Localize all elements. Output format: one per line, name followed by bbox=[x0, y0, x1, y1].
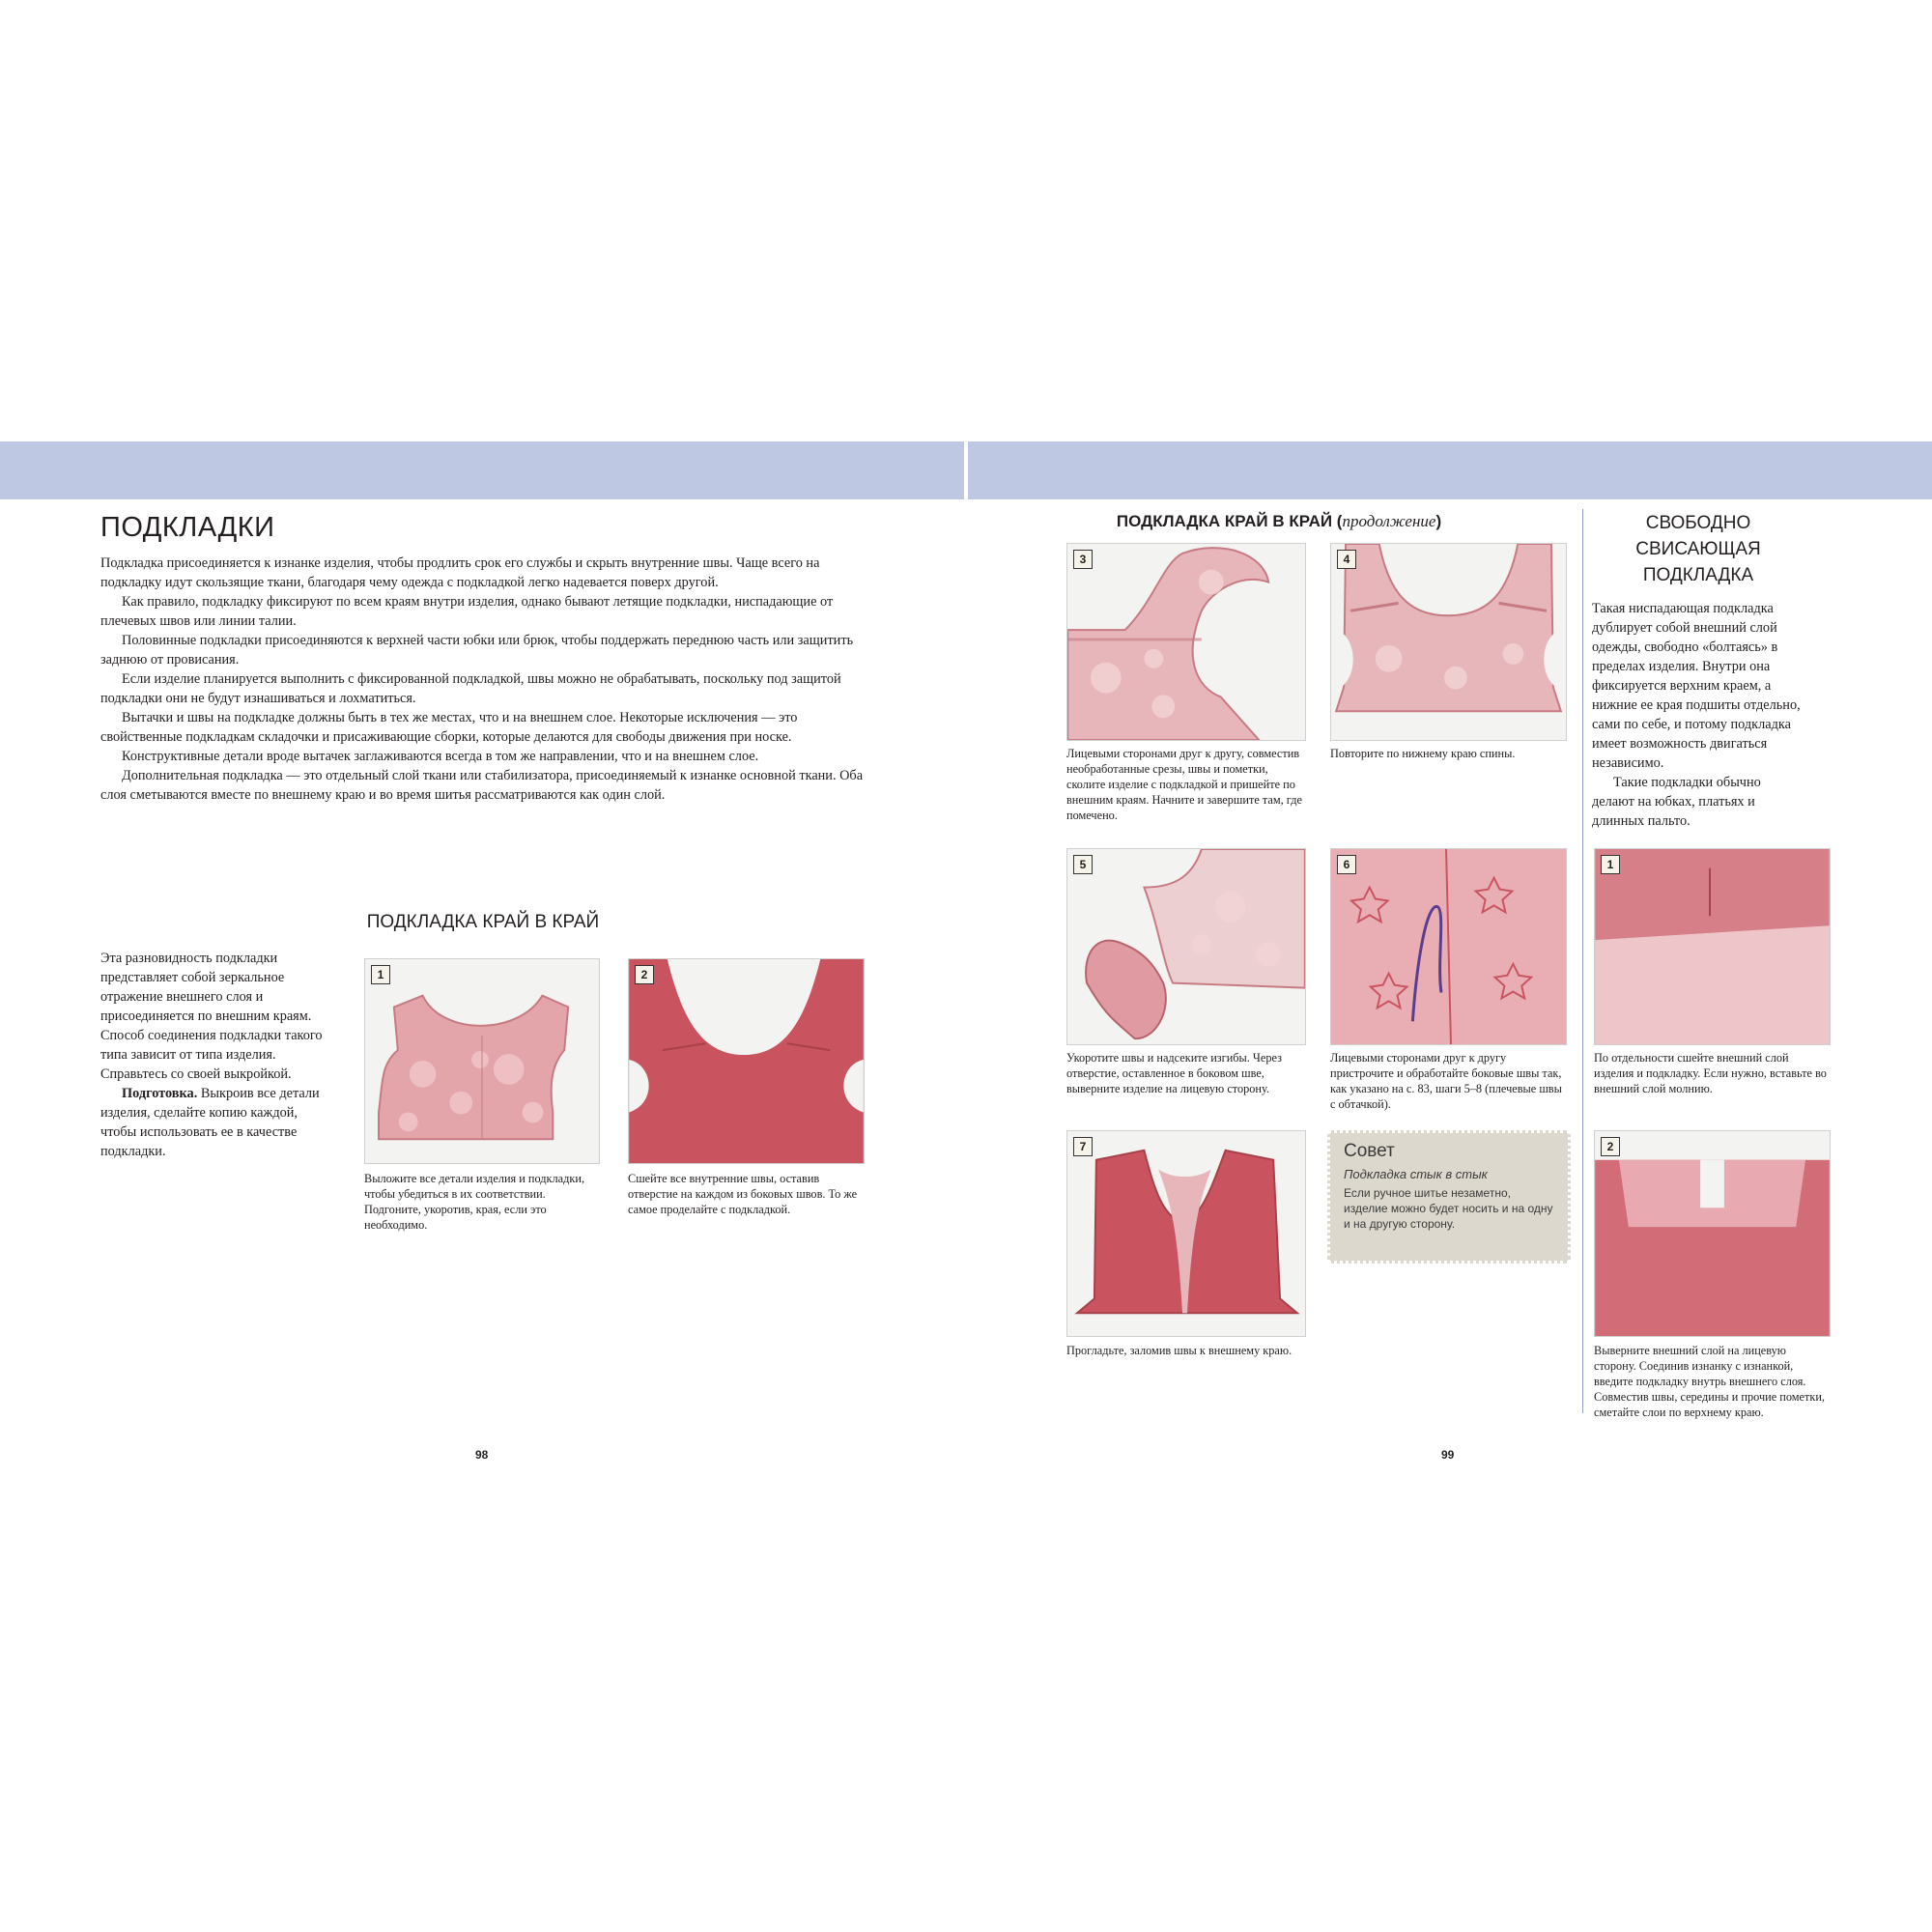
side-paragraph: Такая ниспадающая подкладка дублирует собой внешний слой одежды, свободно «болтаясь» в пределах изделия. Внутри она фиксируется верхним краем, а нижние ее края подшиты отдельно, сами по себе, и потому подкладка имеет возможность двигаться независимо. bbox=[1592, 601, 1801, 771]
intro-paragraph: Дополнительная подкладка — это отдельный слой ткани или стабилизатора, присоединяемый к изнанке основной ткани. Оба слоя сметываются вместе по внешнему краю и во время шитья рассматриваются как один слой. bbox=[100, 768, 864, 803]
side-step-1-photo bbox=[1594, 848, 1831, 1045]
pinned-lining-image bbox=[1067, 544, 1305, 740]
step-3-photo bbox=[1066, 543, 1306, 741]
section-text bbox=[100, 949, 330, 1161]
intro-paragraph: Конструктивные детали вроде вытачек заглаживаются всегда в том же направлении, что и на внешнем слое. bbox=[122, 749, 759, 764]
step-7-photo bbox=[1066, 1130, 1306, 1337]
step-badge: 1 bbox=[371, 965, 390, 984]
section-paragraph: Эта разновидность подкладки представляет собой зеркальное отражение внешнего слоя и присоединяется по внешним краям. Способ соединения подкладки такого типа зависит от типа изделия. Справьтесь со своей выкройкой. bbox=[100, 951, 323, 1082]
page-number-right: 99 bbox=[1441, 1448, 1455, 1462]
side-step-2-photo bbox=[1594, 1130, 1831, 1337]
section-title: ПОДКЛАДКА КРАЙ В КРАЙ bbox=[366, 912, 600, 932]
step-2-caption: Сшейте все внутренние швы, оставив отверстие на каждом из боковых швов. То же самое проделайте с подкладкой. bbox=[628, 1172, 858, 1216]
intro-text bbox=[100, 554, 864, 805]
prep-text: Выкроив все детали изделия, сделайте копию каждой, чтобы использовать ее в качестве подкладки. bbox=[100, 1086, 320, 1159]
page-title: ПОДКЛАДКИ bbox=[100, 512, 275, 543]
turned-bodice-image bbox=[1067, 849, 1305, 1044]
sewn-bodice-image bbox=[629, 959, 864, 1163]
step-badge: 5 bbox=[1073, 855, 1093, 874]
side-seam-image bbox=[1331, 849, 1566, 1044]
column-divider bbox=[1582, 509, 1583, 1413]
step-1-photo bbox=[364, 958, 600, 1164]
step-badge: 4 bbox=[1337, 550, 1356, 569]
continued-heading-note: продолжение bbox=[1342, 512, 1436, 530]
step-badge: 2 bbox=[1601, 1137, 1620, 1156]
step-4-photo bbox=[1330, 543, 1567, 741]
step-badge: 6 bbox=[1337, 855, 1356, 874]
header-band-right bbox=[968, 441, 1932, 499]
side-step-1-caption: По отдельности сшейте внешний слой изделия и подкладку. Если нужно, вставьте во внешний слой молнию. bbox=[1594, 1051, 1827, 1095]
tip-text: Если ручное шитье незаметно, изделие можно будет носить и на одну и на другую сторону. bbox=[1344, 1186, 1553, 1231]
intro-paragraph: Подкладка присоединяется к изнанке изделия, чтобы продлить срок его службы и скрыть внутренние швы. Чаще всего на подкладку идут скользящие ткани, благодаря чему одежда с подкладкой легко надевается поверх другой. bbox=[100, 555, 820, 590]
step-5-photo bbox=[1066, 848, 1306, 1045]
step-badge: 3 bbox=[1073, 550, 1093, 569]
tip-subtitle: Подкладка стык в стык bbox=[1344, 1167, 1488, 1181]
assembled-skirt-image bbox=[1595, 1131, 1830, 1336]
side-text bbox=[1592, 599, 1803, 831]
intro-paragraph: Вытачки и швы на подкладке должны быть в тех же местах, что и на внешнем слое. Некоторые исключения — это свойственные подкладкам складочки и присаживающие сборки, которые делаются для свободы движения при носке. bbox=[100, 710, 798, 745]
prep-paragraph bbox=[100, 1084, 330, 1161]
finished-vest-image bbox=[1067, 1131, 1305, 1336]
intro-paragraph: Если изделие планируется выполнить с фиксированной подкладкой, швы можно не обрабатывать, поскольку под защитой подкладки они не будут изнашиваться и лохматиться. bbox=[100, 671, 841, 706]
continued-heading: ПОДКЛАДКА КРАЙ В КРАЙ (продолжение) bbox=[1116, 512, 1442, 530]
side-paragraph: Такие подкладки обычно делают на юбках, платьях и длинных пальто. bbox=[1592, 775, 1761, 829]
step-4-caption: Повторите по нижнему краю спины. bbox=[1330, 747, 1516, 760]
step-3-caption: Лицевыми сторонами друг к другу, совместив необработанные срезы, швы и пометки, сколите изделие с подкладкой и пришейте по внешним краям. Начните и завершите там, где помечено. bbox=[1066, 747, 1302, 822]
side-step-2-caption: Выверните внешний слой на лицевую сторону. Соединив изнанку с изнанкой, введите подкладку внутрь внешнего слоя. Совместив швы, середины и прочие пометки, сметайте слои по верхнему краю. bbox=[1594, 1344, 1825, 1419]
header-band-left bbox=[0, 441, 964, 499]
tip-title: Совет bbox=[1344, 1141, 1395, 1161]
step-badge: 2 bbox=[635, 965, 654, 984]
bodice-lining-image bbox=[365, 959, 599, 1163]
step-1-caption: Выложите все детали изделия и подкладки, чтобы убедиться в их соответствии. Подгоните, укоротив, края, если это необходимо. bbox=[364, 1172, 585, 1232]
gutter bbox=[964, 441, 968, 499]
prep-label: Подготовка. bbox=[122, 1086, 198, 1101]
intro-paragraph: Как правило, подкладку фиксируют по всем краям внутри изделия, однако бывают летящие подкладки, ниспадающие от плечевых швов или линии талии. bbox=[100, 594, 834, 629]
skirt-layers-image bbox=[1595, 849, 1830, 1044]
back-lining-image bbox=[1331, 544, 1566, 740]
side-title: СВОБОДНО СВИСАЮЩАЯ ПОДКЛАДКА bbox=[1635, 513, 1761, 585]
step-badge: 7 bbox=[1073, 1137, 1093, 1156]
step-6-caption: Лицевыми сторонами друг к другу пристрочите и обработайте боковые швы так, как указано на с. 83, шаги 5–8 (плечевые швы с обтачкой). bbox=[1330, 1051, 1562, 1111]
step-2-photo bbox=[628, 958, 865, 1164]
step-badge: 1 bbox=[1601, 855, 1620, 874]
step-6-photo bbox=[1330, 848, 1567, 1045]
tip-box bbox=[1327, 1130, 1571, 1264]
continued-heading-text: ПОДКЛАДКА КРАЙ В КРАЙ bbox=[1116, 512, 1333, 530]
step-5-caption: Укоротите швы и надсеките изгибы. Через отверстие, оставленное в боковом шве, выверните изделие на лицевую сторону. bbox=[1066, 1051, 1283, 1095]
intro-paragraph: Половинные подкладки присоединяются к верхней части юбки или брюк, чтобы поддержать переднюю часть или защитить заднюю от провисания. bbox=[100, 633, 854, 668]
page-number-left: 98 bbox=[475, 1448, 489, 1462]
step-7-caption: Прогладьте, заломив швы к внешнему краю. bbox=[1066, 1344, 1293, 1357]
